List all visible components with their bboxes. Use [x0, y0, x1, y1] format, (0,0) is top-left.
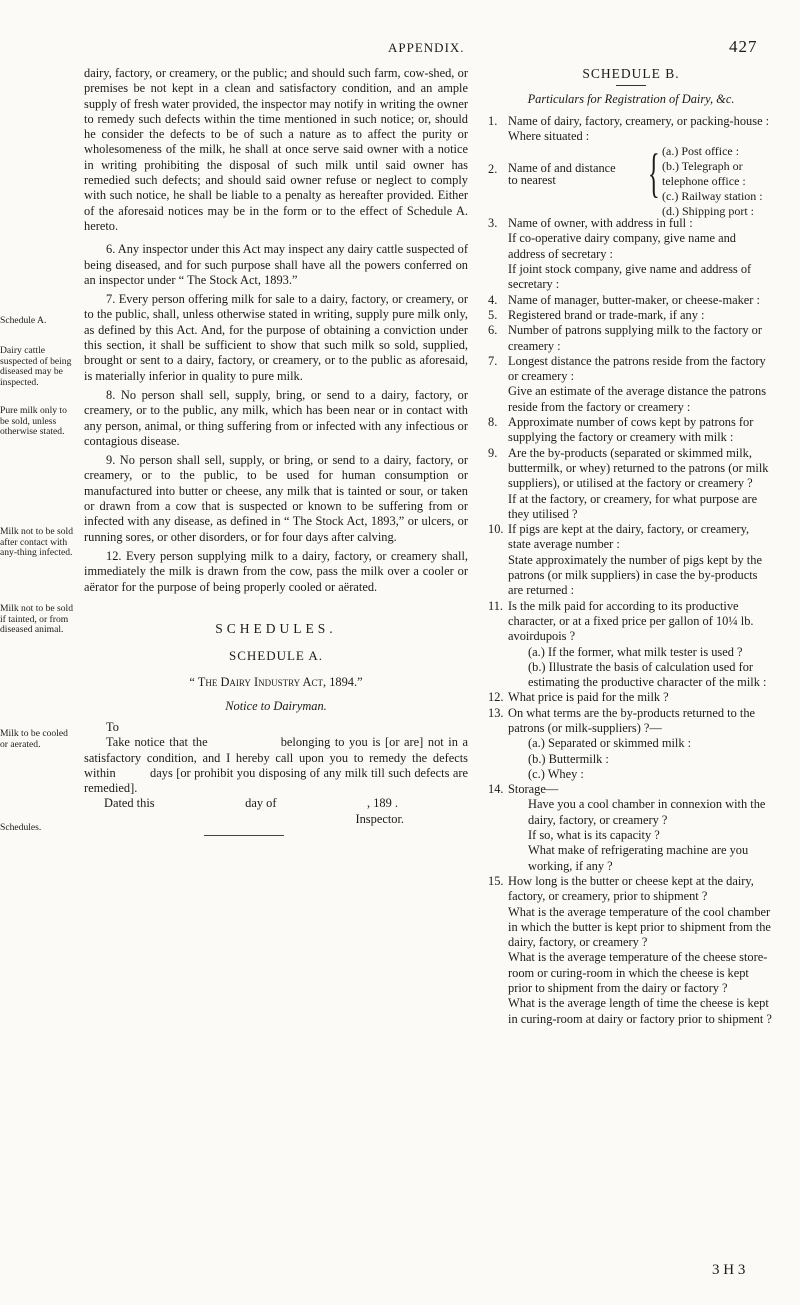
- act-title: “ The Dairy Industry Act, 1894.”: [189, 675, 363, 690]
- option-shipping: (d.) Shipping port :: [662, 204, 754, 219]
- list-item-distances: [488, 143, 774, 219]
- item-text: Name of manager, butter-maker, or cheese-maker :: [508, 292, 760, 307]
- margin-note-tainted: Milk not to be sold if tainted, or from diseased animal.: [0, 603, 74, 636]
- margin-note-contact: Milk not to be sold after contact with any-thing infected.: [0, 526, 74, 559]
- item-sub: (a.) If the former, what milk tester is used ?: [528, 644, 743, 659]
- item-number: 7.: [488, 353, 498, 368]
- item-text: How long is the butter or cheese kept at the dairy, factory, or creamery, prior to shipment ?: [508, 873, 754, 904]
- item-extra: If at the factory, or creamery, for what purpose are they utilised ?: [508, 491, 758, 521]
- page-number: 427: [729, 37, 758, 56]
- item-text: On what terms are the by-products returned to the patrons (or milk-suppliers) ?—: [508, 705, 756, 735]
- item-sub: (a.) Separated or skimmed milk :: [528, 736, 692, 751]
- list-item: [488, 293, 774, 308]
- item-text: Storage—: [508, 782, 559, 797]
- notice-title: Notice to Dairyman.: [225, 698, 327, 713]
- item-number: 15.: [488, 873, 504, 888]
- margin-note-dairy-cattle: Dairy cattle suspected of being diseased may be inspected.: [0, 345, 72, 388]
- list-item: [488, 690, 774, 705]
- margin-notes: [0, 0, 80, 1305]
- item-text: What price is paid for the milk ?: [508, 690, 669, 705]
- list-item: [488, 415, 774, 446]
- item-sub: (b.) Illustrate the basis of calculation used for estimating the productive character of the milk :: [528, 659, 767, 690]
- brace-glyph: {: [648, 143, 660, 204]
- schedule-b-heading: SCHEDULE B.: [582, 66, 680, 81]
- item-extra: Where situated :: [508, 128, 590, 143]
- running-head: [0, 37, 800, 60]
- item-extra: What is the average temperature of the cheese store-room or curing-room in which the cheese is kept prior to shipment from the dairy or factory ?: [508, 950, 768, 996]
- list-item: [488, 782, 774, 874]
- dated-label: Dated this: [104, 796, 155, 811]
- item-text: Longest distance the patrons reside from the factory or creamery :: [508, 353, 766, 384]
- item-number: 2.: [488, 162, 498, 177]
- item-text: Name of owner, with address in full :: [508, 216, 693, 231]
- schedules-heading: SCHEDULES.: [215, 620, 337, 636]
- item-text: Approximate number of cows kept by patrons for supplying the factory or creamery with milk :: [508, 415, 754, 445]
- list-item: [488, 706, 774, 782]
- item-number: 5.: [488, 307, 498, 322]
- dated-line: [84, 796, 468, 811]
- section-6: 6. Any inspector under this Act may inspect any dairy cattle suspected of being diseased, and for such purpose shall have all the powers conferred on an inspector under “ The Stock Act, 1893.”: [84, 242, 468, 287]
- item-number: 14.: [488, 782, 504, 797]
- item-extra: What is the average length of time the cheese is kept in curing-room at dairy or factory prior to shipment ?: [508, 996, 772, 1026]
- list-item: [488, 323, 774, 354]
- item-extra: If joint stock company, give name and address of secretary :: [508, 262, 752, 292]
- item-number: 1.: [488, 113, 498, 128]
- item-extra: If co-operative dairy company, give name and address of secretary :: [508, 231, 736, 261]
- item-sub: (b.) Buttermilk :: [528, 751, 609, 766]
- item-number: 3.: [488, 216, 498, 231]
- section-12: 12. Every person supplying milk to a dairy, factory, or creamery shall, immediately the milk is drawn from the cow, pass the milk over a cooler or aërator for the purpose of being properly cooled or aërated.: [84, 548, 468, 594]
- section-8: 8. No person shall sell, supply, bring, or send to a dairy, factory, or creamery, or to the public, any milk, which has been near or in contact with any person, animal, or thing suffering from or infected with any infectious or contagious disease.: [84, 387, 468, 448]
- heading-rule: [616, 85, 646, 86]
- left-column: [84, 66, 472, 836]
- item-number: 8.: [488, 415, 498, 430]
- day-of-label: day of: [245, 796, 277, 811]
- list-item: [488, 522, 774, 598]
- signature-mark: 3 H 3: [712, 1262, 746, 1278]
- item-number: 6.: [488, 323, 498, 338]
- schedule-b-subtitle: Particulars for Registration of Dairy, &c.: [527, 92, 735, 107]
- item-text: Registered brand or trade-mark, if any :: [508, 307, 705, 322]
- schedule-a-heading: SCHEDULE A.: [228, 648, 324, 664]
- item-number: 4.: [488, 292, 498, 307]
- item-number: 10.: [488, 522, 504, 537]
- margin-note-schedules: Schedules.: [0, 822, 42, 833]
- running-head-title: APPENDIX.: [388, 40, 465, 55]
- margin-note-schedule-a: Schedule A.: [0, 315, 47, 326]
- item-sub: If so, what is its capacity ?: [528, 828, 660, 843]
- list-item: [488, 308, 774, 323]
- list-item: [488, 354, 774, 415]
- item-text: Number of patrons supplying milk to the factory or creamery :: [508, 323, 762, 353]
- item-text: If pigs are kept at the dairy, factory, or creamery, state average number :: [508, 522, 750, 552]
- item-extra: Have you a cool chamber in connexion with the dairy, factory, or creamery ?: [528, 797, 766, 827]
- item-extra: Give an estimate of the average distance the patrons reside from the factory or creamery :: [508, 384, 767, 414]
- year-label: , 189 .: [367, 796, 398, 811]
- right-column: [488, 66, 774, 1027]
- list-item: [488, 599, 774, 691]
- item-text: Is the milk paid for according to its productive character, or at a fixed price per gallon of 10¼ lb. avoirdupois ?: [508, 598, 754, 644]
- item-extra: State approximately the number of pigs kept by the patrons (or milk suppliers) in case the by-products are returned :: [508, 552, 762, 598]
- item-extra: What is the average temperature of the cool chamber in which the butter is kept prior to shipment from the dairy, factory, or creamery ?: [508, 904, 771, 950]
- section-7: 7. Every person offering milk for sale to a dairy, factory, or creamery, or to the public, shall, unless otherwise stated in writing, supply pure milk only, as defined by this Act. And, for the purpose of obtaining a conviction under this section, it shall be sufficient to show that such milk so sold, supplied, brought or sent to a dairy, factory, or creamery, or to the public as aforesaid, is materially inferior in quality to pure milk.: [84, 292, 468, 383]
- margin-note-cooled: Milk to be cooled or aerated.: [0, 728, 68, 750]
- option-post-office: (a.) Post office :: [662, 144, 740, 159]
- list-item: [488, 446, 774, 522]
- item-number: 9.: [488, 445, 498, 460]
- item-text: Are the by-products (separated or skimmed milk, buttermilk, or whey) returned to the patrons (or milk suppliers), or utilised at the factory or creamery ?: [508, 445, 769, 491]
- item-sub: What make of refrigerating machine are you working, if any ?: [528, 843, 749, 873]
- section-9: 9. No person shall sell, supply, or bring, or send to a dairy, factory, or creamery, or to the public, to be used for human consumption or manufactured into butter or cheese, any milk that is tainted or sour, or taken or drawn from a cow that is suspected or known to be suffering from or infected with any disease, as defined in “ The Stock Act, 1893,” or ulcers, or running sores, or other disorders, or for four days after calving.: [84, 453, 468, 544]
- item-number: 13.: [488, 705, 504, 720]
- list-item: [488, 114, 774, 145]
- intro-paragraph: dairy, factory, or creamery, or the public; and should such farm, cow-shed, or premises be not kept in a clean and satisfactory condition, and an ample supply of fresh water provided, the inspector may notify in writing the owner to remedy such defects within the time mentioned in such notice; or, should he consider the defects to be of such a nature as to affect the purity or wholesomeness of the milk, he shall at once serve said owner with a notice in writing prohibiting the disposal of such milk until said owner has remedied such defects; and should said owner refuse or neglect to comply with such notice, he shall be liable to a penalty as hereafter provided. Either of the aforesaid notices may be in the form or to the effect of Schedule A. hereto.: [84, 66, 468, 233]
- item-text: Name of dairy, factory, creamery, or packing-house :: [508, 113, 770, 128]
- distance-options: [662, 144, 774, 219]
- notice-to-line: To: [106, 719, 119, 734]
- inspector-signature: Inspector.: [355, 811, 404, 826]
- item-sub: (c.) Whey :: [528, 766, 584, 781]
- end-rule: [204, 835, 284, 836]
- list-item: [488, 874, 774, 1027]
- item-number: 12.: [488, 690, 504, 705]
- margin-note-pure-milk: Pure milk only to be sold, unless otherwise stated.: [0, 405, 67, 438]
- list-item: [488, 216, 774, 292]
- notice-body: Take notice that the belonging to you is [or are] not in a satisfactory condition, and I hereby call upon you to remedy the defects within days [or prohibit you disposing of any milk till such defects are remedied].: [84, 735, 472, 796]
- distance-label: Name of and distance to nearest: [508, 161, 616, 188]
- item-number: 11.: [488, 598, 504, 613]
- option-telegraph: (b.) Telegraph or telephone office :: [662, 159, 746, 189]
- option-railway: (c.) Railway station :: [662, 189, 763, 204]
